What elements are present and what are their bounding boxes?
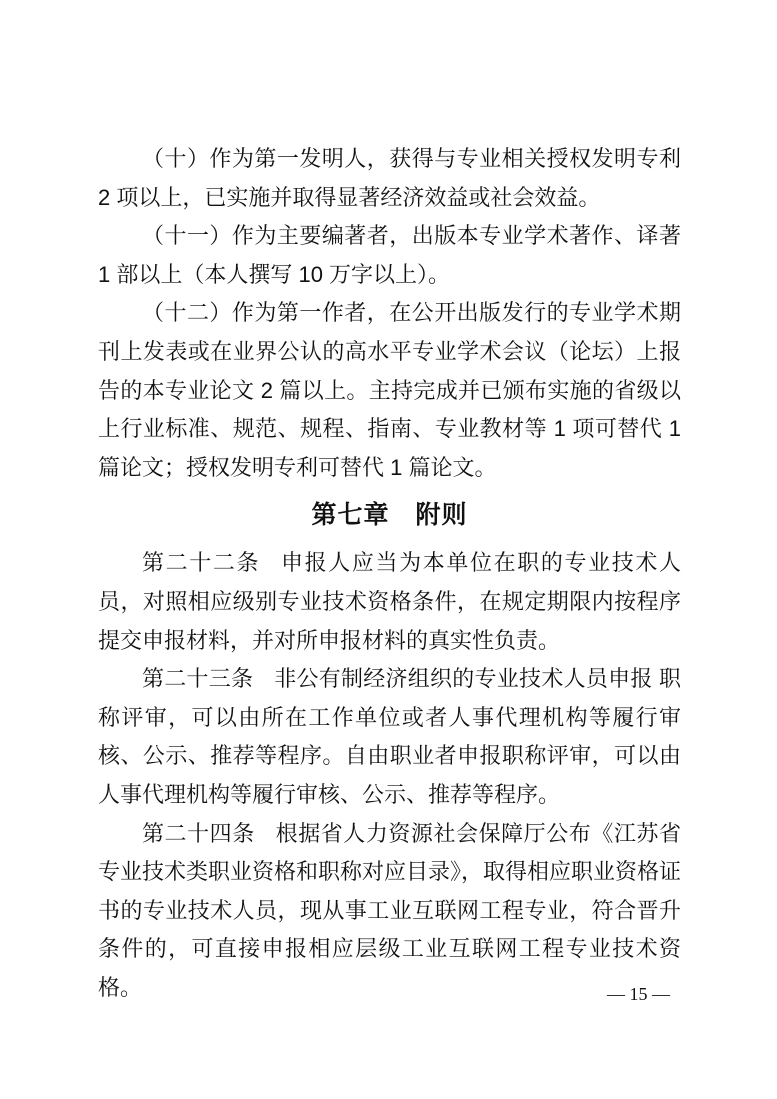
- clause-item-12: （十二）作为第一作者，在公开出版发行的专业学术期刊上发表或在业界公认的高水平专业学术会议（论坛）上报告的本专业论文 2 篇以上。主持完成并已颁布实施的省级以上行业标准、规范、规程、指南、专业教材等 1 项可替代 1 篇论文；授权发明专利可替代 1 篇论文。: [98, 300, 681, 480]
- article-24: [98, 815, 681, 1008]
- clause-item-10: （十）作为第一发明人，获得与专业相关授权发明专利 2 项以上，已实施并取得显著经济效益或社会效益。: [98, 146, 681, 210]
- article-22-number: 第二十二条: [142, 550, 261, 576]
- article-24-text: 根据省人力资源社会保障厅公布《江苏省专业技术类职业资格和职称对应目录》，取得相应职业资格证书的专业技术人员，现从事工业互联网工程专业，符合晋升条件的，可直接申报相应层级工业互联网工程专业技术资格。: [98, 820, 682, 1000]
- chapter-heading: 第七章 附则: [311, 501, 468, 530]
- article-23: [98, 660, 681, 814]
- article-22: [98, 544, 681, 660]
- article-24-number: 第二十四条: [142, 820, 255, 846]
- article-23-text: 非公有制经济组织的专业技术人员申报 职称评审，可以由所在工作单位或者人事代理机构等履行审核、公示、推荐等程序。自由职业者申报职称评审，可以由人事代理机构等履行审核、公示、推荐等程序。: [98, 666, 681, 807]
- article-22-text: 申报人应当为本单位在职的专业技术人员，对照相应级别专业技术资格条件，在规定期限内按程序提交申报材料，并对所申报材料的真实性负责。: [98, 550, 681, 653]
- page-footer: [607, 982, 670, 1006]
- document-body: [98, 140, 681, 1007]
- article-23-number: 第二十三条: [142, 666, 254, 692]
- page-number: — 15 —: [607, 984, 670, 1004]
- clause-item-11: （十一）作为主要编著者，出版本专业学术著作、译著 1 部以上（本人撰写 10 万字以上）。: [98, 223, 681, 287]
